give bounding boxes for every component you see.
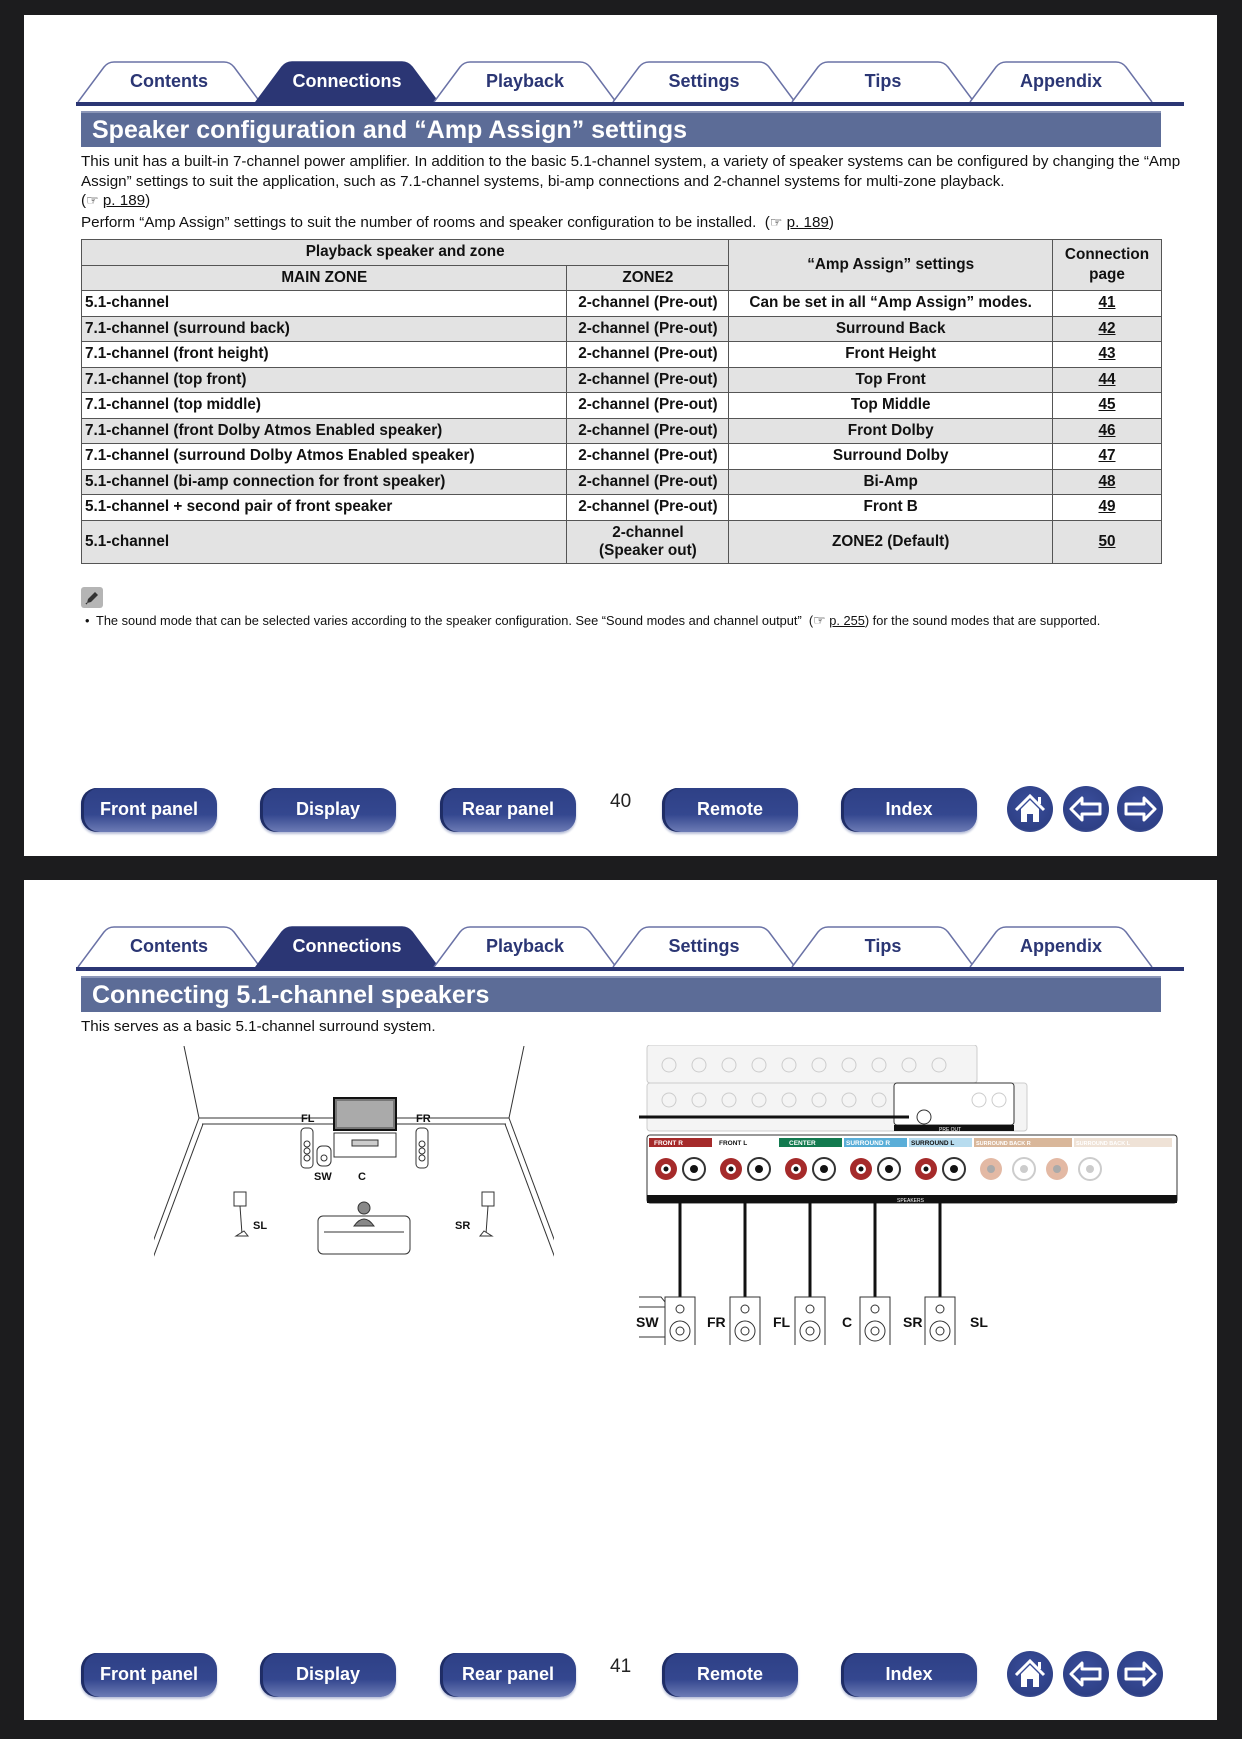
zone2-line1: 2-channel <box>612 523 684 541</box>
page-link[interactable]: 43 <box>1098 345 1116 363</box>
table-row <box>82 393 1162 419</box>
cell-main-zone: 7.1-channel (front Dolby Atmos Enabled speaker) <box>82 418 567 444</box>
speakers-label: SPEAKERS <box>897 1198 924 1204</box>
pre-out-block <box>894 1083 1014 1125</box>
sofa-icon <box>318 1202 410 1254</box>
cell-amp-assign: Surround Back <box>729 316 1053 342</box>
page-link[interactable]: 45 <box>1098 396 1116 414</box>
cell-main-zone: 7.1-channel (front height) <box>82 342 567 368</box>
surround-right-speaker-icon <box>480 1192 494 1236</box>
cell-zone2 <box>567 520 729 563</box>
terminal-label-front-l: FRONT L <box>719 1140 748 1147</box>
label-sw: SW <box>314 1171 332 1183</box>
table-row <box>82 495 1162 521</box>
cell-page <box>1053 393 1162 419</box>
home-icon <box>1007 1651 1053 1697</box>
cell-zone2: 2-channel (Pre-out) <box>567 418 729 444</box>
page-link[interactable]: 41 <box>1098 294 1116 312</box>
terminal-label-surround-back-r: SURROUND BACK R <box>976 1141 1031 1147</box>
arrow-right-icon <box>1117 1651 1163 1697</box>
footer-nav <box>81 1653 1186 1701</box>
tab-label: Settings <box>668 71 740 91</box>
speaker-label-sr: SR <box>903 1314 923 1330</box>
home-button[interactable] <box>1007 786 1053 832</box>
intro-paragraph <box>81 152 1183 211</box>
tab-label: Connections <box>292 936 402 956</box>
pointing-hand-icon: ☞ <box>813 612 826 628</box>
cell-amp-assign: Front B <box>729 495 1053 521</box>
wiring-diagram <box>639 1045 1189 1345</box>
note-text <box>85 612 1156 629</box>
cell-zone2: 2-channel (Pre-out) <box>567 469 729 495</box>
bullet: • <box>85 613 90 628</box>
index-button[interactable]: Index <box>841 788 977 832</box>
note-pencil-icon <box>81 587 103 608</box>
label-fl: FL <box>301 1113 315 1125</box>
cell-amp-assign: Front Dolby <box>729 418 1053 444</box>
cell-zone2: 2-channel (Pre-out) <box>567 291 729 317</box>
intro-text: This unit has a built-in 7-channel power amplifier. In addition to the basic 5.1-channel system, a variety of speaker systems can be configured by changing the “Amp Assign” settings to suit the application, such as 7.1-channel systems, bi-amp connections and 2-channel systems for multi-zone playback. <box>81 153 1181 190</box>
arrow-right-icon <box>1117 786 1163 832</box>
tab-settings[interactable] <box>611 61 797 102</box>
label-sr: SR <box>455 1220 471 1232</box>
front-panel-button[interactable]: Front panel <box>81 788 217 832</box>
cell-zone2: 2-channel (Pre-out) <box>567 393 729 419</box>
cell-zone2: 2-channel (Pre-out) <box>567 495 729 521</box>
speaker-label-sl: SL <box>970 1314 988 1330</box>
cell-page <box>1053 367 1162 393</box>
table-row <box>82 316 1162 342</box>
tab-label: Tips <box>864 71 902 91</box>
tab-label: Playback <box>485 936 565 956</box>
tab-baseline <box>76 967 1184 971</box>
section-tabs <box>76 913 1184 971</box>
cell-page <box>1053 418 1162 444</box>
note-page-ref[interactable]: (☞ p. 255) <box>805 612 870 628</box>
surround-left-speaker-icon <box>234 1192 248 1236</box>
cell-main-zone: 5.1-channel (bi-amp connection for front speaker) <box>82 469 567 495</box>
page-number: 41 <box>610 1656 632 1677</box>
pre-out-label: PRE OUT <box>939 1127 962 1133</box>
tab-label: Appendix <box>1019 71 1102 91</box>
cell-page <box>1053 520 1162 563</box>
table-row <box>82 444 1162 470</box>
tab-tips[interactable] <box>790 926 976 967</box>
tab-baseline <box>76 102 1184 106</box>
arrow-left-icon <box>1063 1651 1109 1697</box>
section-tabs <box>76 48 1184 106</box>
terminal-label-surround-l: SURROUND L <box>911 1140 955 1147</box>
cell-zone2: 2-channel (Pre-out) <box>567 316 729 342</box>
cell-amp-assign: Surround Dolby <box>729 444 1053 470</box>
cell-main-zone: 7.1-channel (top middle) <box>82 393 567 419</box>
speaker-label-sw: SW <box>636 1314 659 1330</box>
tab-label: Settings <box>668 936 740 956</box>
cell-page <box>1053 495 1162 521</box>
tv-icon <box>334 1098 396 1157</box>
tab-label: Playback <box>485 71 565 91</box>
cell-zone2: 2-channel (Pre-out) <box>567 444 729 470</box>
cell-main-zone: 7.1-channel (surround Dolby Atmos Enabled speaker) <box>82 444 567 470</box>
subwoofer-icon <box>317 1146 331 1166</box>
speaker-label-fl: FL <box>773 1314 791 1330</box>
page-title: Connecting 5.1-channel speakers <box>81 976 1161 1012</box>
page-link[interactable]: p. 255 <box>829 613 865 628</box>
tab-playback[interactable] <box>432 926 618 967</box>
perform-text: Perform “Amp Assign” settings to suit the number of rooms and speaker configuration to be installed. <box>81 214 757 231</box>
tab-appendix[interactable] <box>968 926 1154 967</box>
table-row <box>82 469 1162 495</box>
back-button[interactable] <box>1063 786 1109 832</box>
page-title: Speaker configuration and “Amp Assign” settings <box>81 111 1161 147</box>
room-layout-diagram <box>154 1046 554 1276</box>
header-connection-page: Connection page <box>1053 240 1162 291</box>
page-link[interactable]: 46 <box>1098 421 1116 439</box>
perform-paragraph <box>81 213 1183 233</box>
tab-settings[interactable] <box>611 926 797 967</box>
label-sl: SL <box>253 1220 268 1232</box>
forward-button[interactable] <box>1117 786 1163 832</box>
table-row <box>82 418 1162 444</box>
tab-connections[interactable] <box>254 61 440 102</box>
remote-button[interactable]: Remote <box>662 788 798 832</box>
cell-zone2: 2-channel (Pre-out) <box>567 367 729 393</box>
label-fr: FR <box>416 1113 431 1125</box>
tab-label: Contents <box>130 71 208 91</box>
rear-panel-button[interactable]: Rear panel <box>440 788 576 832</box>
tab-contents[interactable] <box>76 926 262 967</box>
amp-assign-table <box>81 239 1162 564</box>
front-panel-button[interactable]: Front panel <box>81 1653 217 1697</box>
tab-label: Appendix <box>1019 936 1102 956</box>
cell-main-zone: 7.1-channel (top front) <box>82 367 567 393</box>
page-link[interactable]: p. 189 <box>786 214 829 231</box>
perform-page-ref[interactable]: (☞ p. 189) <box>760 214 834 231</box>
remote-button[interactable]: Remote <box>662 1653 798 1697</box>
speaker-labels <box>636 1314 1016 1334</box>
cell-page <box>1053 316 1162 342</box>
display-button[interactable]: Display <box>260 1653 396 1697</box>
page-link[interactable]: p. 189 <box>102 192 146 209</box>
tab-label: Tips <box>864 936 902 956</box>
header-playback-speaker-zone: Playback speaker and zone <box>82 240 729 266</box>
cell-main-zone: 5.1-channel <box>82 291 567 317</box>
speaker-label-fr: FR <box>707 1314 726 1330</box>
cell-page <box>1053 291 1162 317</box>
note-text-after: for the sound modes that are supported. <box>872 613 1101 628</box>
page-link[interactable]: 44 <box>1098 370 1116 388</box>
cell-main-zone: 5.1-channel <box>82 520 567 563</box>
back-button[interactable] <box>1063 1651 1109 1697</box>
tab-tips[interactable] <box>790 61 976 102</box>
header-amp-assign: “Amp Assign” settings <box>729 240 1053 291</box>
front-left-speaker-icon <box>301 1128 313 1168</box>
cell-main-zone: 7.1-channel (surround back) <box>82 316 567 342</box>
header-main-zone: MAIN ZONE <box>82 265 567 291</box>
cell-amp-assign: Can be set in all “Amp Assign” modes. <box>729 291 1053 317</box>
cell-amp-assign: Top Front <box>729 367 1053 393</box>
page-number: 40 <box>610 791 632 812</box>
cell-page <box>1053 444 1162 470</box>
tab-playback[interactable] <box>432 61 618 102</box>
page-link[interactable]: 42 <box>1098 319 1116 337</box>
terminal-label-front-r: FRONT R <box>654 1140 683 1147</box>
tab-label: Contents <box>130 936 208 956</box>
tab-connections[interactable] <box>254 926 440 967</box>
intro-page-ref[interactable]: (☞ p. 189) <box>81 192 151 209</box>
note-text-before: The sound mode that can be selected varies according to the speaker configuration. See “Sound modes and channel output” <box>96 613 802 628</box>
cell-amp-assign: Front Height <box>729 342 1053 368</box>
manual-page-40 <box>24 15 1217 856</box>
manual-page-41 <box>24 880 1217 1720</box>
table-row <box>82 291 1162 317</box>
tab-contents[interactable] <box>76 61 262 102</box>
terminal-label-center: CENTER <box>789 1140 816 1147</box>
label-c: C <box>358 1171 366 1183</box>
tab-appendix[interactable] <box>968 61 1154 102</box>
table-row <box>82 367 1162 393</box>
page-link[interactable]: 50 <box>1098 532 1116 550</box>
speaker-cables <box>680 1195 940 1297</box>
cell-amp-assign: Bi-Amp <box>729 469 1053 495</box>
page-link[interactable]: 49 <box>1098 498 1116 516</box>
forward-button[interactable] <box>1117 1651 1163 1697</box>
cell-amp-assign: ZONE2 (Default) <box>729 520 1053 563</box>
intro-text: This serves as a basic 5.1-channel surround system. <box>81 1018 436 1035</box>
header-zone2: ZONE2 <box>567 265 729 291</box>
index-button[interactable]: Index <box>841 1653 977 1697</box>
cell-page <box>1053 469 1162 495</box>
cell-amp-assign: Top Middle <box>729 393 1053 419</box>
pointing-hand-icon: ☞ <box>86 192 99 208</box>
front-right-speaker-icon <box>416 1128 428 1168</box>
table-row <box>82 520 1162 563</box>
rear-panel-button[interactable]: Rear panel <box>440 1653 576 1697</box>
arrow-left-icon <box>1063 786 1109 832</box>
cell-page <box>1053 342 1162 368</box>
page-link[interactable]: 48 <box>1098 472 1116 490</box>
terminal-label-surround-r: SURROUND R <box>846 1140 891 1147</box>
tab-label: Connections <box>292 71 402 91</box>
home-button[interactable] <box>1007 1651 1053 1697</box>
pointing-hand-icon: ☞ <box>769 214 783 230</box>
footer-nav <box>81 788 1186 836</box>
speaker-label-c: C <box>842 1314 853 1330</box>
display-button[interactable]: Display <box>260 788 396 832</box>
terminal-label-surround-back-l: SURROUND BACK L <box>1076 1141 1131 1147</box>
cell-zone2: 2-channel (Pre-out) <box>567 342 729 368</box>
table-row <box>82 342 1162 368</box>
page-link[interactable]: 47 <box>1098 447 1116 465</box>
zone2-line2: (Speaker out) <box>599 541 697 559</box>
home-icon <box>1007 786 1053 832</box>
cell-main-zone: 5.1-channel + second pair of front speaker <box>82 495 567 521</box>
